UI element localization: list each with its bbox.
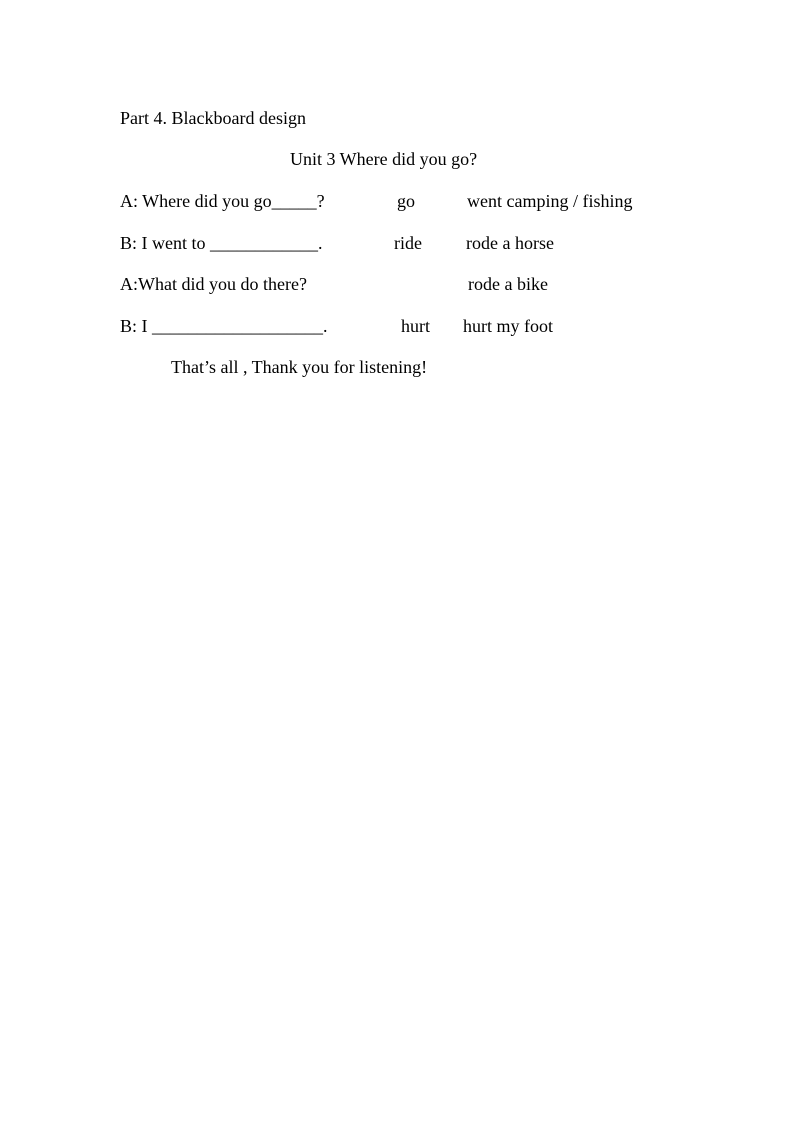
section-heading: Part 4. Blackboard design (120, 108, 306, 128)
sentence-line: A:What did you do there? (120, 274, 307, 294)
past-phrase: rode a horse (466, 233, 554, 253)
past-phrase: rode a bike (468, 274, 548, 294)
sentence-line: A: Where did you go_____? (120, 191, 325, 211)
unit-title: Unit 3 Where did you go? (290, 149, 478, 169)
verb-word: ride (394, 233, 422, 253)
sentence-line: B: I went to ____________. (120, 233, 323, 253)
sentence-line: B: I ___________________. (120, 316, 328, 336)
past-phrase: hurt my foot (463, 316, 553, 336)
past-phrase: went camping / fishing (467, 191, 633, 211)
verb-word: hurt (401, 316, 430, 336)
closing-text: That’s all , Thank you for listening! (171, 357, 428, 377)
verb-word: go (397, 191, 415, 211)
